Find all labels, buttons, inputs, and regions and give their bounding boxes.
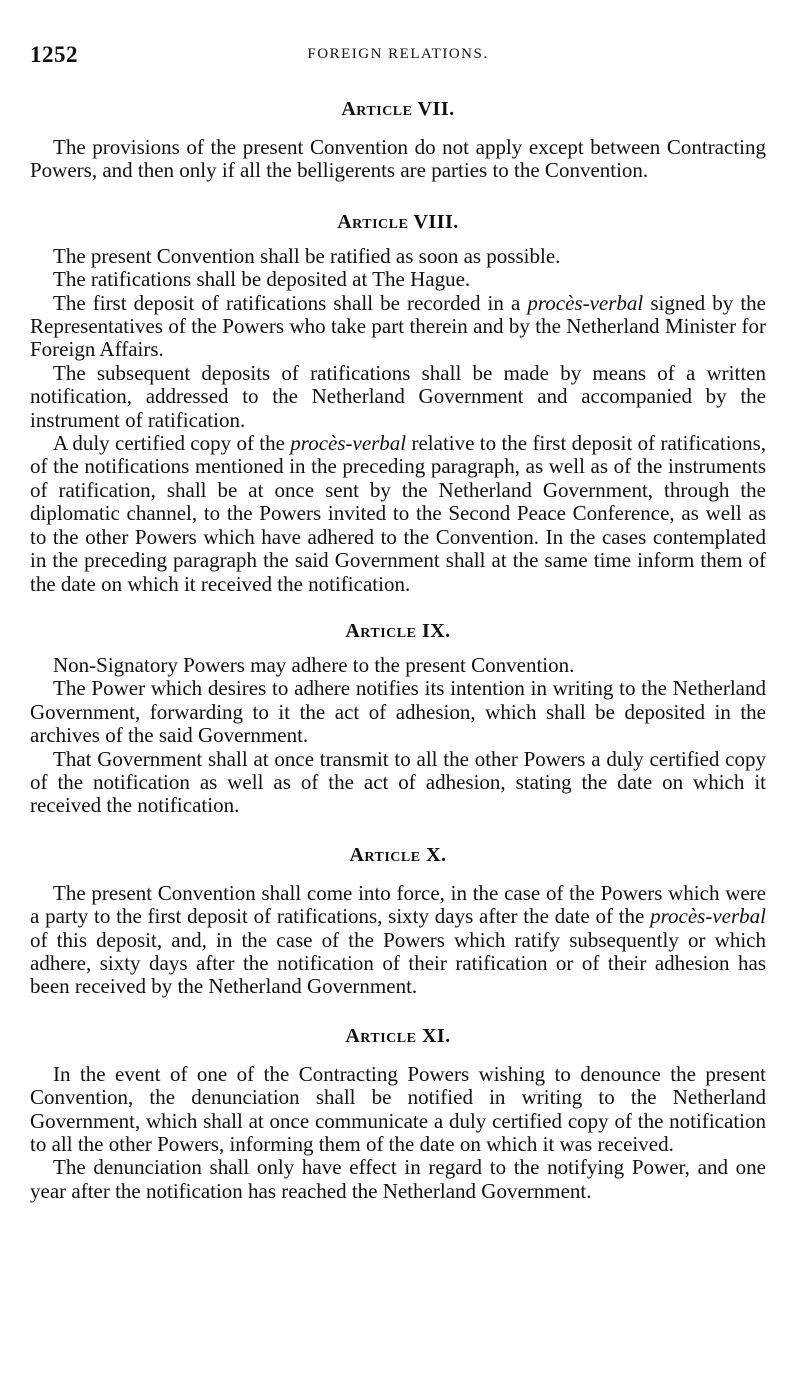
article-heading: Article VII. [341, 98, 455, 120]
running-header [30, 42, 766, 78]
paragraph: The present Convention shall be ratified as soon as possible. [53, 243, 561, 268]
article-heading: Article X. [349, 843, 447, 866]
paragraph: A duly certified copy of the procès-verbal relative to the first deposit of ratifications, of the notifications mentioned in the preceding paragraph, as well as of the instruments of ratification, shall be at once sent by the Netherland Government, through the diplomatic channel, to the Powers invited to the Second Peace Conference, as well as to the other Powers which have adhered to the Convention. In the cases contemplated in the preceding paragraph the said Government shall at the same time inform them of the date on which it received the notification. [30, 431, 766, 596]
paragraph: The subsequent deposits of ratifications shall be made by means of a written notification, addressed to the Netherland Government and accompanied by the instrument of ratification. [30, 360, 766, 432]
paragraph: The first deposit of ratifications shall be recorded in a procès-verbal signed by the Representatives of the Powers who take part therein and by the Netherland Minister for Foreign Affairs. [30, 290, 766, 362]
article-heading: Article XI. [345, 1024, 451, 1047]
italic-term: procès-verbal [527, 290, 644, 315]
italic-term: procès-verbal [290, 431, 407, 456]
paragraph: The ratifications shall be deposited at The Hague. [53, 267, 471, 292]
article-vii [30, 96, 766, 183]
article-heading: Article IX. [345, 619, 451, 642]
paragraph: Non-Signatory Powers may adhere to the present Convention. [53, 652, 575, 677]
paragraph: That Government shall at once transmit to all the other Powers a duly certified copy of the notification as well as of the act of adhesion, stating the date on which it received the notification. [30, 746, 766, 818]
paragraph: In the event of one of the Contracting Powers wishing to denounce the present Convention, the denunciation shall be notified in writing to the Netherland Government, which shall at once communicate a duly certified copy of the notification to all the other Powers, informing them of the date on which it was received. [30, 1061, 766, 1156]
article-heading: Article VIII. [337, 210, 459, 233]
paragraph: The present Convention shall come into force, in the case of the Powers which were a party to the first deposit of ratifications, sixty days after the date of the procès-verbal of this deposit, and, in the case of the Powers which ratify subsequently or which adhere, sixty days after the notification of their ratification or of their adhesion has been received by the Netherland Government. [30, 880, 766, 999]
page-number: 1252 [30, 42, 78, 67]
italic-term: procès-verbal [650, 904, 766, 929]
document-page [30, 42, 766, 1203]
article-x [30, 842, 766, 999]
paragraph: The Power which desires to adhere notifies its intention in writing to the Netherland Government, forwarding to it the act of adhesion, which shall be deposited in the archives of the said Government. [30, 676, 766, 748]
article-viii [30, 209, 766, 596]
article-ix [30, 618, 766, 818]
paragraph: The provisions of the present Convention do not apply except between Contracting Powers, and then only if all the belligerents are parties to the Convention. [30, 135, 766, 183]
running-title: FOREIGN RELATIONS. [307, 46, 489, 62]
paragraph: The denunciation shall only have effect in regard to the notifying Power, and one year after the notification has reached the Netherland Government. [30, 1155, 766, 1203]
article-xi [30, 1023, 766, 1203]
